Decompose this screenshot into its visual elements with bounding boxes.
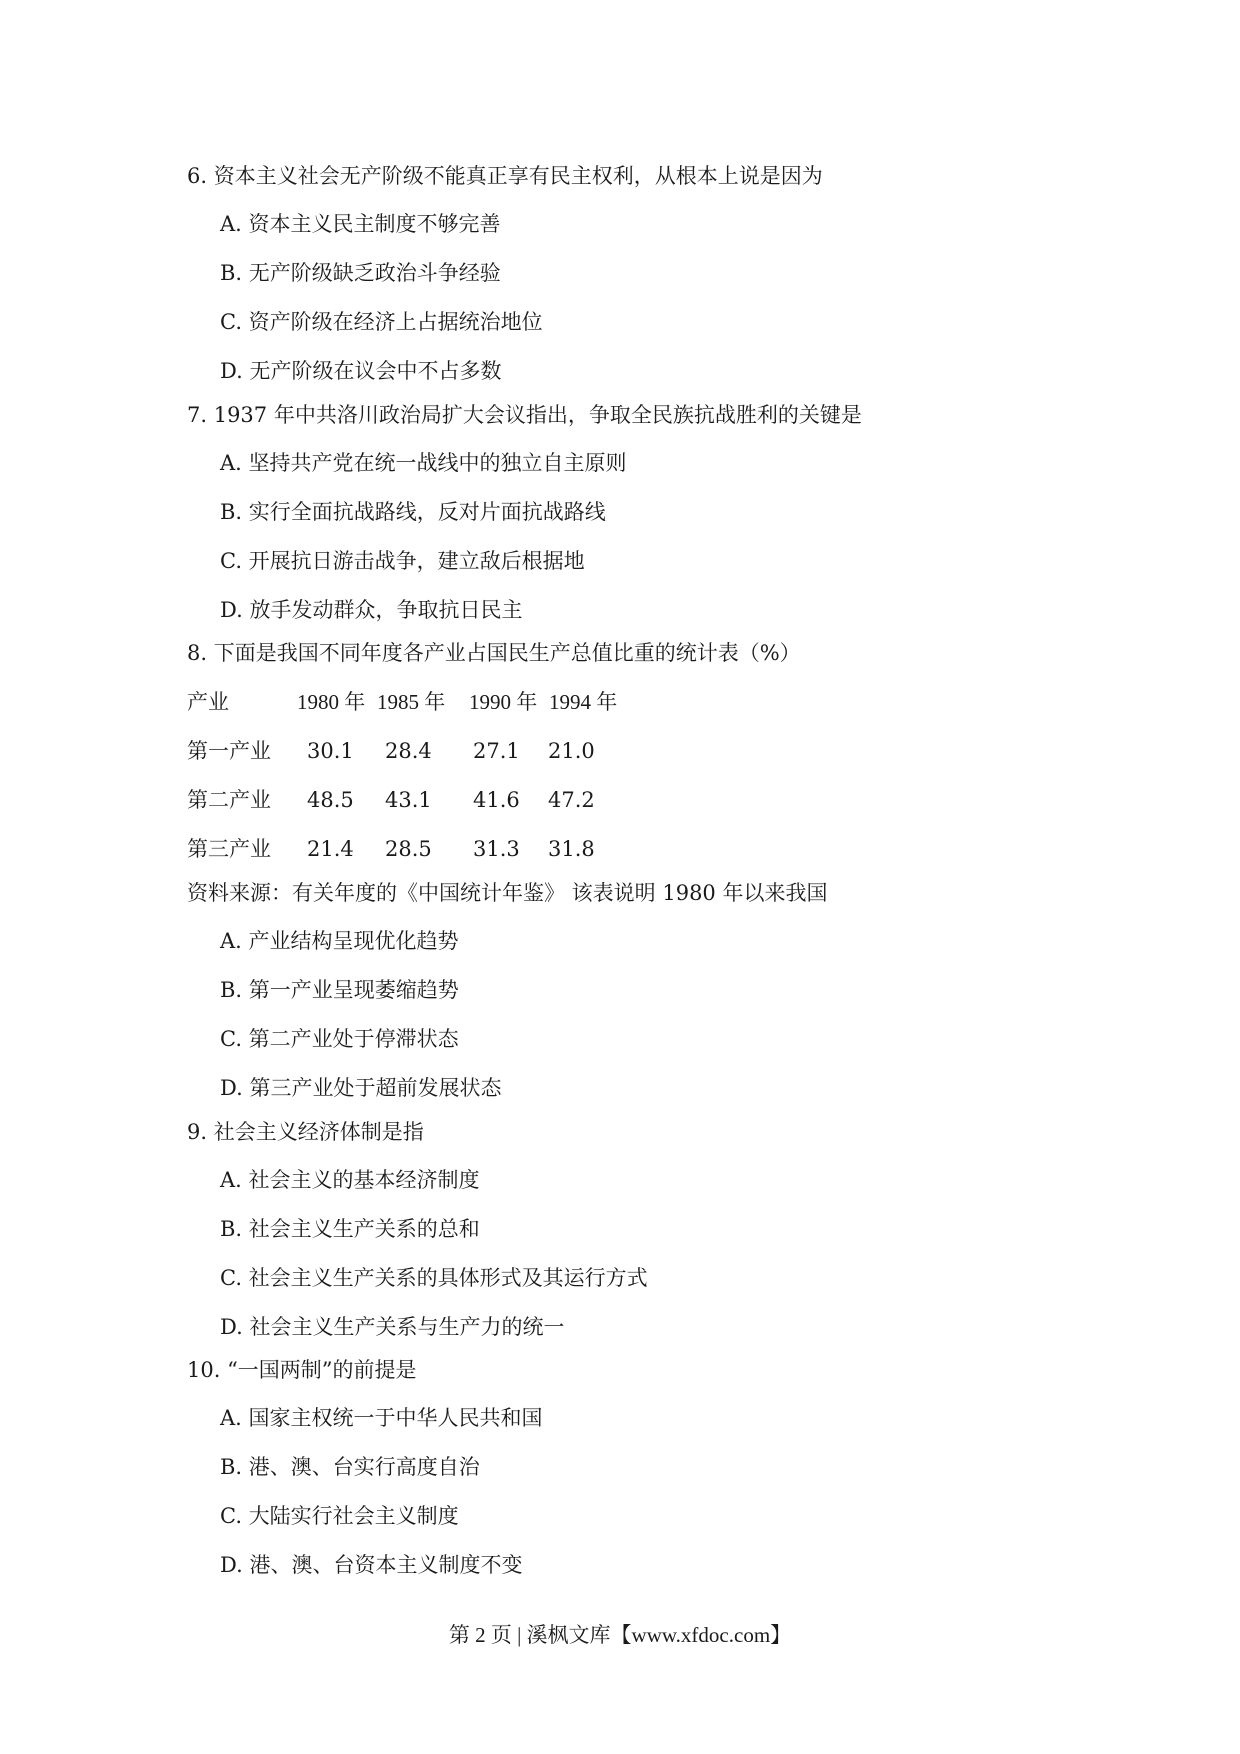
question-7-option-a: A. 坚持共产党在统一战线中的独立自主原则 [220,451,627,475]
question-10-option-c: C. 大陆实行社会主义制度 [220,1504,459,1528]
table-cell: 41.6 [473,788,520,812]
question-8-option-b: B. 第一产业呈现萎缩趋势 [220,978,459,1002]
table-row-label: 第一产业 [187,739,271,763]
question-8-stem: 8. 下面是我国不同年度各产业占国民生产总值比重的统计表（%） [187,641,801,665]
table-source-note: 资料来源：有关年度的《中国统计年鉴》 该表说明 1980 年以来我国 [187,881,828,905]
question-8-option-c: C. 第二产业处于停滞状态 [220,1027,459,1051]
table-cell: 43.1 [385,788,432,812]
question-9-option-a: A. 社会主义的基本经济制度 [220,1168,480,1192]
table-cell: 21.4 [307,837,354,861]
table-row-label: 第二产业 [187,788,271,812]
question-9-stem: 9. 社会主义经济体制是指 [187,1120,424,1144]
question-7-option-d: D. 放手发动群众，争取抗日民主 [220,598,523,622]
table-cell: 21.0 [548,739,595,763]
question-8-option-a: A. 产业结构呈现优化趋势 [220,929,459,953]
question-9-option-d: D. 社会主义生产关系与生产力的统一 [220,1315,565,1339]
question-7-option-b: B. 实行全面抗战路线，反对片面抗战路线 [220,500,606,524]
question-6-option-b: B. 无产阶级缺乏政治斗争经验 [220,261,501,285]
table-cell: 48.5 [307,788,354,812]
question-6-option-a: A. 资本主义民主制度不够完善 [220,212,501,236]
table-cell: 28.4 [385,739,432,763]
table-header-cell: 1990 年 [469,690,538,714]
question-8-option-d: D. 第三产业处于超前发展状态 [220,1076,502,1100]
table-header-cell: 1980 年 [297,690,366,714]
question-10-option-d: D. 港、澳、台资本主义制度不变 [220,1553,523,1577]
table-cell: 47.2 [548,788,595,812]
table-cell: 31.8 [548,837,595,861]
table-cell: 27.1 [473,739,520,763]
table-cell: 30.1 [307,739,354,763]
table-header-cell: 1994 年 [549,690,618,714]
table-header-cell: 1985 年 [377,690,446,714]
table-header-cell: 产业 [187,690,229,714]
table-row-label: 第三产业 [187,837,271,861]
question-7-stem: 7. 1937 年中共洛川政治局扩大会议指出，争取全民族抗战胜利的关键是 [187,403,862,427]
question-10-option-b: B. 港、澳、台实行高度自治 [220,1455,480,1479]
question-9-option-c: C. 社会主义生产关系的具体形式及其运行方式 [220,1266,648,1290]
question-7-option-c: C. 开展抗日游击战争，建立敌后根据地 [220,549,585,573]
question-10-option-a: A. 国家主权统一于中华人民共和国 [220,1406,543,1430]
question-10-stem: 10. “一国两制”的前提是 [187,1358,417,1382]
table-cell: 28.5 [385,837,432,861]
table-cell: 31.3 [473,837,520,861]
question-6-option-d: D. 无产阶级在议会中不占多数 [220,359,502,383]
question-6-stem: 6. 资本主义社会无产阶级不能真正享有民主权利，从根本上说是因为 [187,164,823,188]
question-9-option-b: B. 社会主义生产关系的总和 [220,1217,480,1241]
question-6-option-c: C. 资产阶级在经济上占据统治地位 [220,310,543,334]
page-footer: 第 2 页 | 溪枫文库【www.xfdoc.com】 [448,1623,792,1647]
